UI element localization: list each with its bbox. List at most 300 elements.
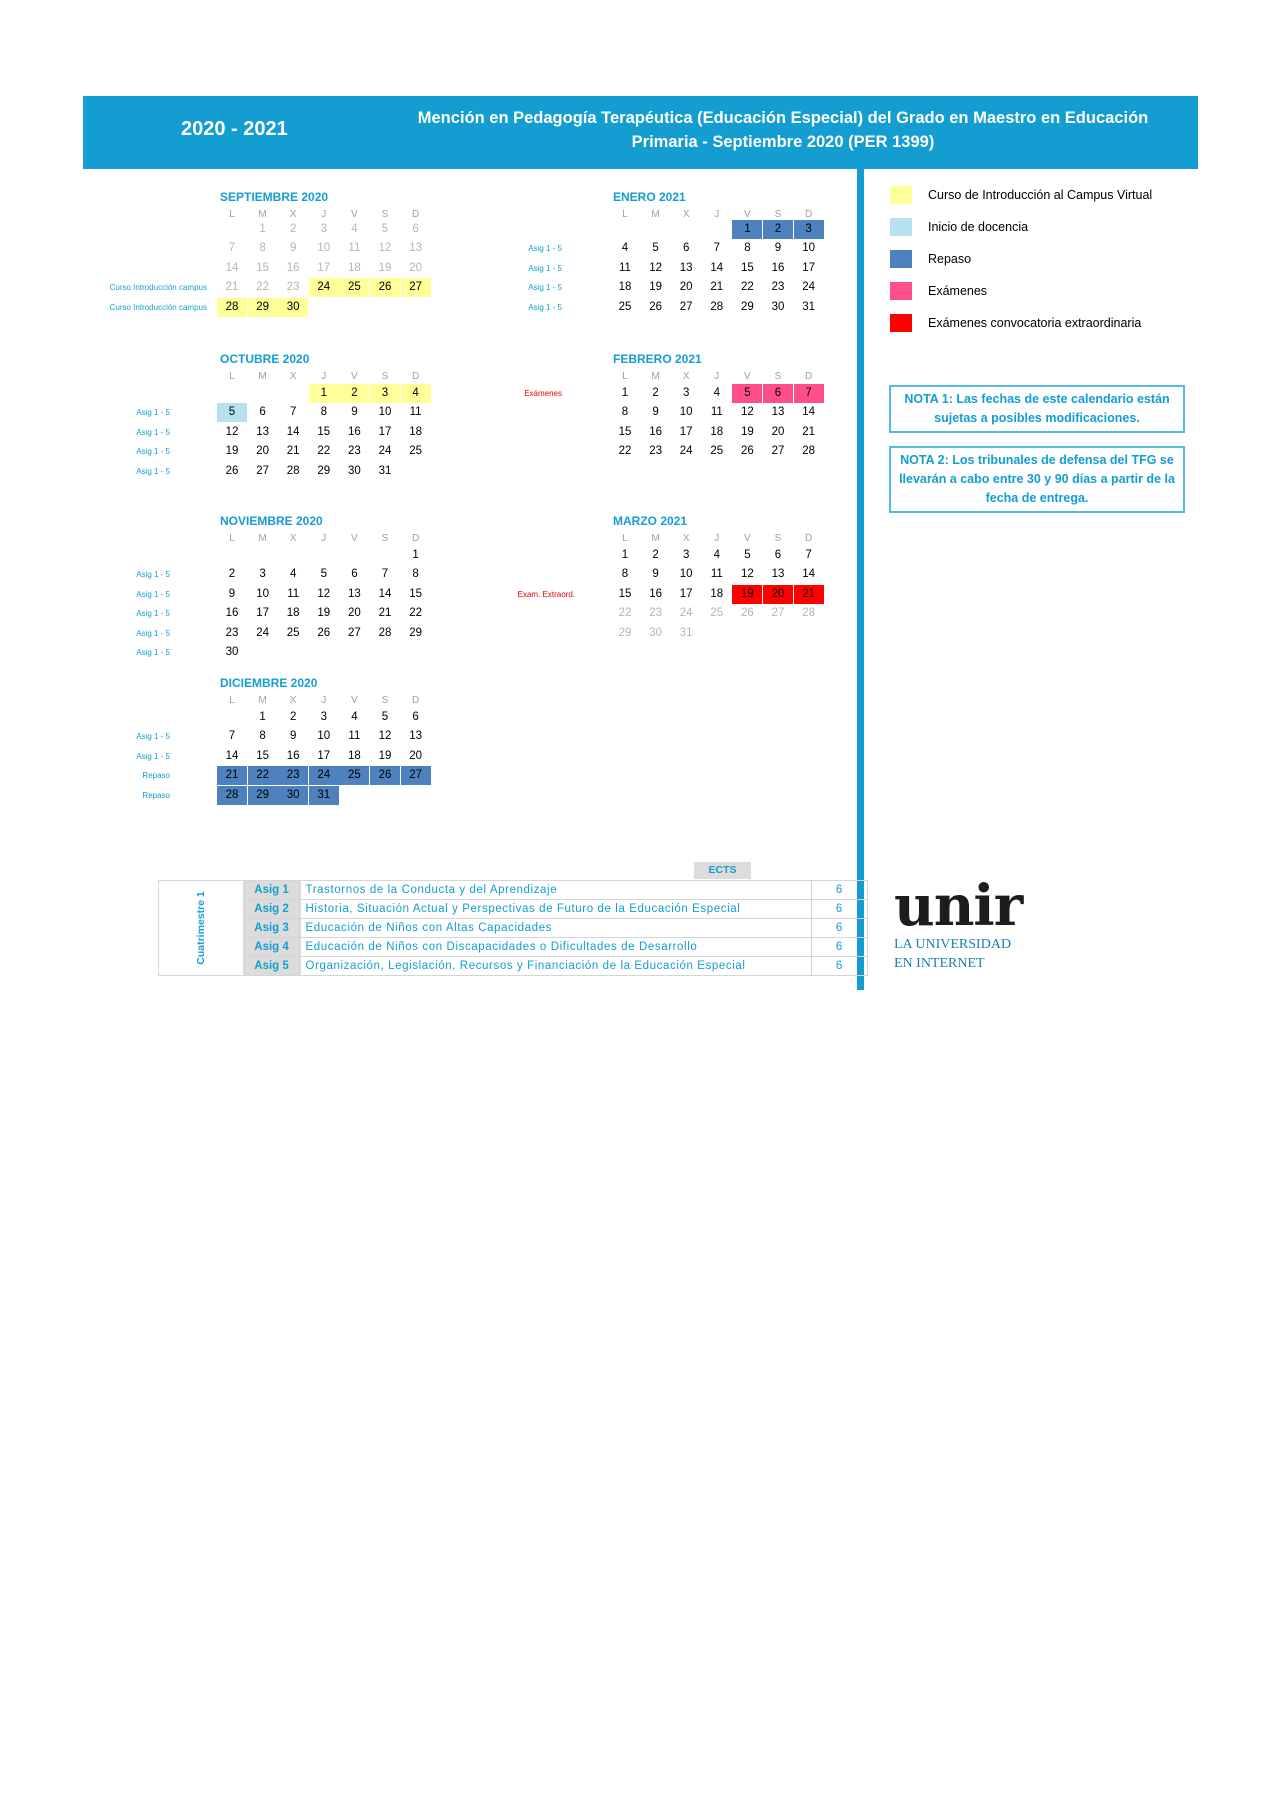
calendar-day: 18 (347, 261, 361, 274)
calendar-day: 6 (412, 223, 419, 235)
calendar-day: 6 (351, 568, 358, 581)
calendar-day: 19 (225, 445, 239, 458)
week-row-label: Curso Introducción campus (109, 302, 207, 312)
weekday-header: S (774, 209, 782, 220)
calendar-day: 26 (317, 626, 331, 639)
month-title: FEBRERO 2021 (613, 352, 702, 366)
legend-swatch (890, 282, 912, 300)
calendar-day: 2 (228, 568, 236, 581)
calendar-day: 30 (278, 298, 308, 317)
calendar-day: 11 (348, 242, 361, 255)
weekday-header: S (381, 695, 389, 706)
weekday-header: J (321, 209, 327, 220)
calendar-day: 29 (248, 298, 278, 317)
weekday-header: X (289, 533, 297, 544)
calendar-day: 24 (378, 445, 392, 458)
calendar-day: 12 (649, 261, 662, 274)
calendar-day: 2 (289, 223, 297, 235)
subject-ects: 6 (811, 900, 867, 919)
week-row-label: Asig 1 - 5 (136, 589, 170, 599)
calendar-day: 22 (409, 607, 422, 620)
calendar-day: 31 (309, 786, 339, 805)
calendar-day: 2 (289, 711, 297, 723)
calendar-day: 18 (618, 281, 632, 294)
calendar-day: 25 (286, 626, 300, 639)
week-row-label: Asig 1 - 5 (528, 302, 562, 312)
calendar-day: 2 (763, 220, 793, 239)
calendar-day: 12 (225, 425, 239, 438)
weekday-header: X (289, 371, 297, 382)
subject-code: Asig 1 (243, 881, 300, 900)
calendar-day: 16 (771, 261, 785, 274)
weekday-header: M (651, 533, 660, 544)
vertical-divider (857, 169, 864, 990)
calendar-day: 14 (378, 587, 392, 600)
calendar-day: 4 (401, 384, 431, 403)
calendar-day: 29 (317, 464, 331, 477)
calendar-day: 6 (259, 406, 266, 419)
weekday-header: X (682, 209, 690, 220)
legend-label: Repaso (928, 252, 972, 266)
weekday-header: V (351, 695, 358, 706)
calendar-day: 17 (378, 425, 392, 438)
weekday-header: X (682, 371, 690, 382)
legend-swatch (890, 186, 912, 204)
calendar-day: 15 (618, 587, 632, 600)
calendar-day: 27 (771, 445, 785, 458)
calendar-day: 1 (412, 549, 419, 561)
note-1: NOTA 1: Las fechas de este calendario están sujetas a posibles modificaciones. (889, 385, 1185, 433)
calendar-day: 20 (409, 749, 422, 762)
subject-name: Educación de Niños con Altas Capacidades (300, 919, 811, 938)
academic-year: 2020 - 2021 (181, 118, 288, 140)
calendar-day: 5 (381, 711, 389, 723)
weekday-header: X (289, 209, 297, 220)
weekday-header: J (321, 371, 327, 382)
calendar-day: 26 (740, 445, 754, 458)
calendar-day: 11 (710, 568, 723, 581)
weekday-header: J (714, 371, 720, 382)
calendar-day: 14 (225, 261, 239, 274)
subject-name: Educación de Niños con Discapacidades o Dificultades de Desarrollo (300, 938, 811, 957)
calendar-day: 25 (710, 445, 724, 458)
calendar-day: 15 (409, 587, 422, 600)
week-row-label: Repaso (142, 790, 170, 800)
calendar-day: 28 (710, 300, 724, 313)
subject-ects: 6 (811, 919, 867, 938)
calendar-day: 10 (317, 730, 331, 743)
week-row-label: Asig 1 - 5 (136, 609, 170, 619)
calendar-day: 20 (347, 607, 361, 620)
calendar-day: 19 (740, 425, 754, 438)
calendar-day: 9 (652, 568, 659, 581)
calendar-day: 30 (278, 786, 308, 805)
week-row-label: Repaso (142, 771, 170, 781)
calendar-day: 18 (409, 425, 422, 438)
weekday-header: M (651, 371, 660, 382)
weekday-header: D (411, 695, 420, 706)
week-row-label: Asig 1 - 5 (136, 628, 170, 638)
calendar-day: 21 (217, 766, 247, 785)
calendar-day: 9 (774, 242, 782, 255)
calendar-day: 10 (802, 242, 815, 255)
calendar-day: 24 (679, 445, 693, 458)
subject-name: Historia, Situación Actual y Perspectivas de Futuro de la Educación Especial (300, 900, 811, 919)
calendar-day: 10 (317, 242, 331, 255)
calendar-day: 28 (217, 298, 247, 317)
calendar-day: 21 (710, 281, 724, 294)
calendar-day: 27 (679, 300, 693, 313)
calendar-day: 8 (744, 242, 751, 255)
calendar-day: 7 (228, 242, 236, 255)
week-row-label: Asig 1 - 5 (136, 408, 170, 418)
calendar-day: 17 (256, 607, 269, 620)
subject-row (159, 938, 868, 957)
calendar-day: 4 (351, 223, 358, 235)
subject-row (159, 881, 868, 900)
weekday-header: L (622, 209, 628, 220)
subject-row (159, 957, 868, 976)
subject-name: Trastornos de la Conducta y del Aprendizaje (300, 881, 811, 900)
calendar-day: 16 (649, 587, 662, 600)
calendar-day: 4 (289, 568, 297, 581)
calendar-day: 20 (679, 281, 693, 294)
weekday-header: L (229, 209, 235, 220)
weekday-header: D (804, 209, 813, 220)
calendar-day: 25 (339, 278, 369, 297)
legend-swatch (890, 314, 912, 332)
weekday-header: M (258, 695, 267, 706)
calendar-day: 21 (286, 445, 300, 458)
calendar-day: 27 (401, 766, 431, 785)
calendar-day: 13 (771, 406, 785, 419)
calendar-day: 23 (278, 766, 308, 785)
calendar-day: 22 (618, 607, 632, 620)
calendar-day: 12 (317, 587, 331, 600)
calendar-day: 5 (732, 384, 762, 403)
calendar-day: 4 (351, 711, 358, 723)
calendar-day: 26 (740, 607, 754, 620)
calendar-day: 23 (649, 607, 662, 620)
subject-row (159, 919, 868, 938)
calendar-day: 5 (381, 223, 389, 235)
term-label: Cuatrimestre 1 (159, 881, 244, 976)
calendar-day: 10 (378, 406, 392, 419)
calendar-day: 20 (763, 585, 793, 604)
calendar-day: 5 (320, 568, 327, 581)
calendar-day: 11 (287, 587, 300, 600)
weekday-header: L (622, 533, 628, 544)
calendar-day: 6 (763, 384, 793, 403)
week-row-label: Asig 1 - 5 (528, 263, 562, 273)
calendar-day: 12 (740, 568, 754, 581)
calendar-day: 14 (802, 406, 815, 419)
calendar-day: 16 (649, 425, 662, 438)
weekday-header: M (258, 209, 267, 220)
week-row-label: Exámenes (524, 389, 562, 398)
legend-swatch (890, 250, 912, 268)
calendar-day: 26 (225, 464, 239, 477)
month-title: MARZO 2021 (613, 514, 688, 528)
week-row-label: Asig 1 - 5 (136, 751, 170, 761)
calendar-day: 12 (378, 730, 392, 743)
calendar-day: 30 (771, 300, 785, 313)
calendar-day: 27 (347, 626, 361, 639)
calendar-day: 9 (289, 730, 297, 743)
calendar-day: 10 (679, 406, 693, 419)
unir-logo (894, 873, 1023, 972)
calendar-day: 3 (370, 384, 400, 403)
calendar-day: 20 (771, 425, 785, 438)
calendar-day: 19 (317, 607, 331, 620)
calendar-day: 24 (309, 278, 339, 297)
calendar-day: 15 (256, 749, 269, 762)
calendar-day: 29 (409, 626, 422, 639)
calendar-day: 9 (289, 242, 297, 255)
calendar-day: 16 (225, 607, 239, 620)
title-line-1: Mención en Pedagogía Terapéutica (Educación Especial) del Grado en Maestro en Educación (417, 109, 1149, 127)
calendar-day: 14 (225, 749, 239, 762)
calendar-day: 17 (679, 587, 693, 600)
calendar-day: 14 (286, 425, 300, 438)
calendar-day: 28 (217, 786, 247, 805)
legend-label: Inicio de docencia (928, 220, 1029, 234)
calendar-day: 15 (618, 425, 632, 438)
calendar-day: 16 (286, 749, 300, 762)
legend-swatch (890, 218, 912, 236)
calendar-day: 19 (378, 261, 392, 274)
weekday-header: M (258, 533, 267, 544)
subject-code: Asig 4 (243, 938, 300, 957)
calendar-day: 22 (618, 445, 632, 458)
week-row-label: Asig 1 - 5 (136, 732, 170, 742)
weekday-header: D (411, 371, 420, 382)
weekday-header: D (411, 533, 420, 544)
calendar-day: 25 (339, 766, 369, 785)
subject-code: Asig 5 (243, 957, 300, 976)
calendar-day: 16 (347, 425, 361, 438)
month-title: ENERO 2021 (613, 190, 686, 204)
calendar-day: 23 (771, 281, 785, 294)
week-row-label: Asig 1 - 5 (528, 283, 562, 293)
logo-tagline-1: LA UNIVERSIDAD (894, 937, 1012, 952)
subject-ects: 6 (811, 957, 867, 976)
legend-label: Exámenes convocatoria extraordinaria (928, 316, 1142, 330)
calendar-day: 5 (744, 549, 751, 561)
calendar-day: 29 (740, 300, 754, 313)
calendar-day: 1 (259, 223, 266, 235)
calendar-day: 17 (802, 261, 815, 274)
calendar-day: 21 (378, 607, 392, 620)
calendar-day: 4 (713, 387, 720, 399)
calendar-day: 6 (412, 711, 419, 723)
calendar-day: 5 (652, 242, 659, 255)
weekday-header: V (351, 533, 358, 544)
calendar-day: 24 (679, 607, 693, 620)
calendar-day: 3 (682, 387, 690, 399)
subjects-table (158, 880, 868, 976)
calendar-day: 1 (621, 387, 629, 399)
legend-label: Exámenes (928, 284, 988, 298)
calendar-day: 24 (802, 281, 815, 294)
subject-ects: 6 (811, 938, 867, 957)
calendar-day: 18 (710, 587, 724, 600)
calendar-day: 11 (348, 730, 361, 743)
calendar-day: 7 (713, 242, 720, 255)
calendar-day: 13 (256, 425, 269, 438)
calendar-day: 10 (679, 568, 693, 581)
calendar-day: 25 (618, 300, 632, 313)
calendar-day: 13 (679, 261, 693, 274)
month-title: OCTUBRE 2020 (220, 352, 310, 366)
weekday-header: X (289, 695, 297, 706)
calendar-day: 17 (317, 261, 331, 274)
calendar-day: 31 (802, 300, 815, 313)
calendar-day: 8 (621, 406, 629, 419)
header-banner (83, 96, 1198, 169)
calendar-day: 26 (649, 300, 662, 313)
calendar-day: 11 (619, 261, 631, 274)
calendar-day: 19 (378, 749, 392, 762)
calendar-day: 25 (409, 445, 422, 458)
calendar-day: 16 (286, 261, 300, 274)
calendar-day: 23 (286, 281, 300, 294)
week-row-label: Asig 1 - 5 (136, 648, 170, 657)
week-row-label: Asig 1 - 5 (136, 570, 170, 580)
calendar-day: 9 (351, 406, 358, 419)
weekday-header: S (381, 533, 389, 544)
calendar-day: 7 (228, 730, 236, 743)
calendar-day: 11 (710, 406, 723, 419)
calendar-day: 28 (802, 445, 815, 458)
calendar-day: 1 (259, 711, 266, 723)
weekday-header: J (714, 209, 720, 220)
weekday-header: S (774, 533, 782, 544)
calendar-day: 22 (256, 281, 269, 294)
calendar-day: 8 (320, 406, 327, 419)
calendar-day: 24 (309, 766, 339, 785)
calendar-day: 12 (740, 406, 754, 419)
weekday-header: M (258, 371, 267, 382)
calendar-day: 1 (621, 549, 629, 561)
weekday-header: V (351, 209, 358, 220)
calendar-day: 21 (225, 281, 239, 294)
calendar-day: 25 (710, 607, 724, 620)
calendar-day: 6 (682, 242, 690, 255)
week-row-label: Exam. Extraord. (517, 589, 575, 599)
weekday-header: D (411, 209, 420, 220)
calendar-day: 7 (381, 568, 389, 581)
weekday-header: L (229, 695, 235, 706)
calendar-day: 29 (248, 786, 278, 805)
weekday-header: V (744, 371, 751, 382)
calendar-day: 18 (286, 607, 300, 620)
subject-code: Asig 2 (243, 900, 300, 919)
week-row-label: Asig 1 - 5 (136, 427, 170, 437)
weekday-header: J (321, 533, 327, 544)
calendar-day: 28 (286, 464, 300, 477)
calendar-day: 23 (347, 445, 361, 458)
calendar-day: 28 (802, 607, 815, 620)
calendar-day: 13 (409, 730, 422, 743)
calendar-day: 8 (259, 242, 266, 255)
week-row-label: Asig 1 - 5 (136, 466, 170, 476)
week-row-label: Curso Introducción campus (109, 283, 207, 293)
month-title: NOVIEMBRE 2020 (220, 514, 323, 528)
subject-name: Organización, Legislación, Recursos y Financiación de la Educación Especial (300, 957, 811, 976)
calendar-day: 2 (652, 387, 659, 399)
calendar-day: 11 (409, 406, 422, 419)
calendar-day: 26 (370, 278, 400, 297)
calendar-day: 14 (802, 568, 815, 581)
calendar-day: 3 (259, 568, 266, 581)
page-title (403, 106, 1163, 154)
legend-label: Curso de Introducción al Campus Virtual (928, 188, 1153, 202)
calendar-day: 7 (794, 384, 824, 403)
calendar-day: 20 (256, 445, 269, 458)
calendar-day: 23 (649, 445, 662, 458)
weekday-header: J (321, 695, 327, 706)
ects-header: ECTS (694, 862, 751, 879)
calendar-day: 2 (339, 384, 369, 403)
calendar-day: 17 (317, 749, 331, 762)
calendar-day: 12 (378, 242, 392, 255)
calendar-day: 20 (409, 261, 422, 274)
weekday-header: S (774, 371, 782, 382)
calendar-day: 31 (378, 464, 392, 477)
calendar-day: 3 (682, 549, 690, 561)
calendar-day: 19 (732, 585, 762, 604)
weekday-header: L (229, 533, 235, 544)
month-title: SEPTIEMBRE 2020 (220, 190, 329, 204)
week-row-label: Asig 1 - 5 (528, 244, 562, 254)
calendar-day: 27 (401, 278, 431, 297)
logo-wordmark: unir (894, 873, 1023, 939)
calendar-day: 3 (794, 220, 824, 239)
calendar-day: 28 (378, 626, 392, 639)
calendar-day: 7 (805, 549, 812, 561)
subject-ects: 6 (811, 881, 867, 900)
calendar-day: 27 (771, 607, 785, 620)
calendar-day: 4 (713, 549, 720, 561)
calendar-day: 31 (679, 626, 693, 639)
month-title: DICIEMBRE 2020 (220, 676, 318, 690)
weekday-header: D (804, 371, 813, 382)
calendar-day: 30 (225, 646, 239, 658)
calendar-day: 26 (370, 766, 400, 785)
calendar-day: 8 (621, 568, 629, 581)
logo-tagline-2: EN INTERNET (894, 956, 985, 971)
calendar-day: 9 (228, 587, 236, 600)
weekday-header: D (804, 533, 813, 544)
calendar-day: 22 (740, 281, 754, 294)
calendar-day: 3 (320, 711, 327, 723)
calendar-day: 13 (771, 568, 785, 581)
calendar-day: 14 (710, 261, 724, 274)
calendar-day: 8 (259, 730, 266, 743)
calendar-day: 18 (710, 425, 724, 438)
weekday-header: S (381, 209, 389, 220)
calendar-day: 13 (409, 242, 422, 255)
calendar-day: 8 (412, 568, 419, 581)
note-2: NOTA 2: Los tribunales de defensa del TFG se llevarán a cabo entre 30 y 90 días a partir de la fecha de entrega. (889, 446, 1185, 513)
calendar-day: 22 (248, 766, 278, 785)
calendar-day: 13 (347, 587, 361, 600)
week-row-label: Asig 1 - 5 (136, 447, 170, 457)
weekday-header: S (381, 371, 389, 382)
calendar-day: 2 (652, 549, 659, 561)
calendar-day: 22 (317, 445, 331, 458)
